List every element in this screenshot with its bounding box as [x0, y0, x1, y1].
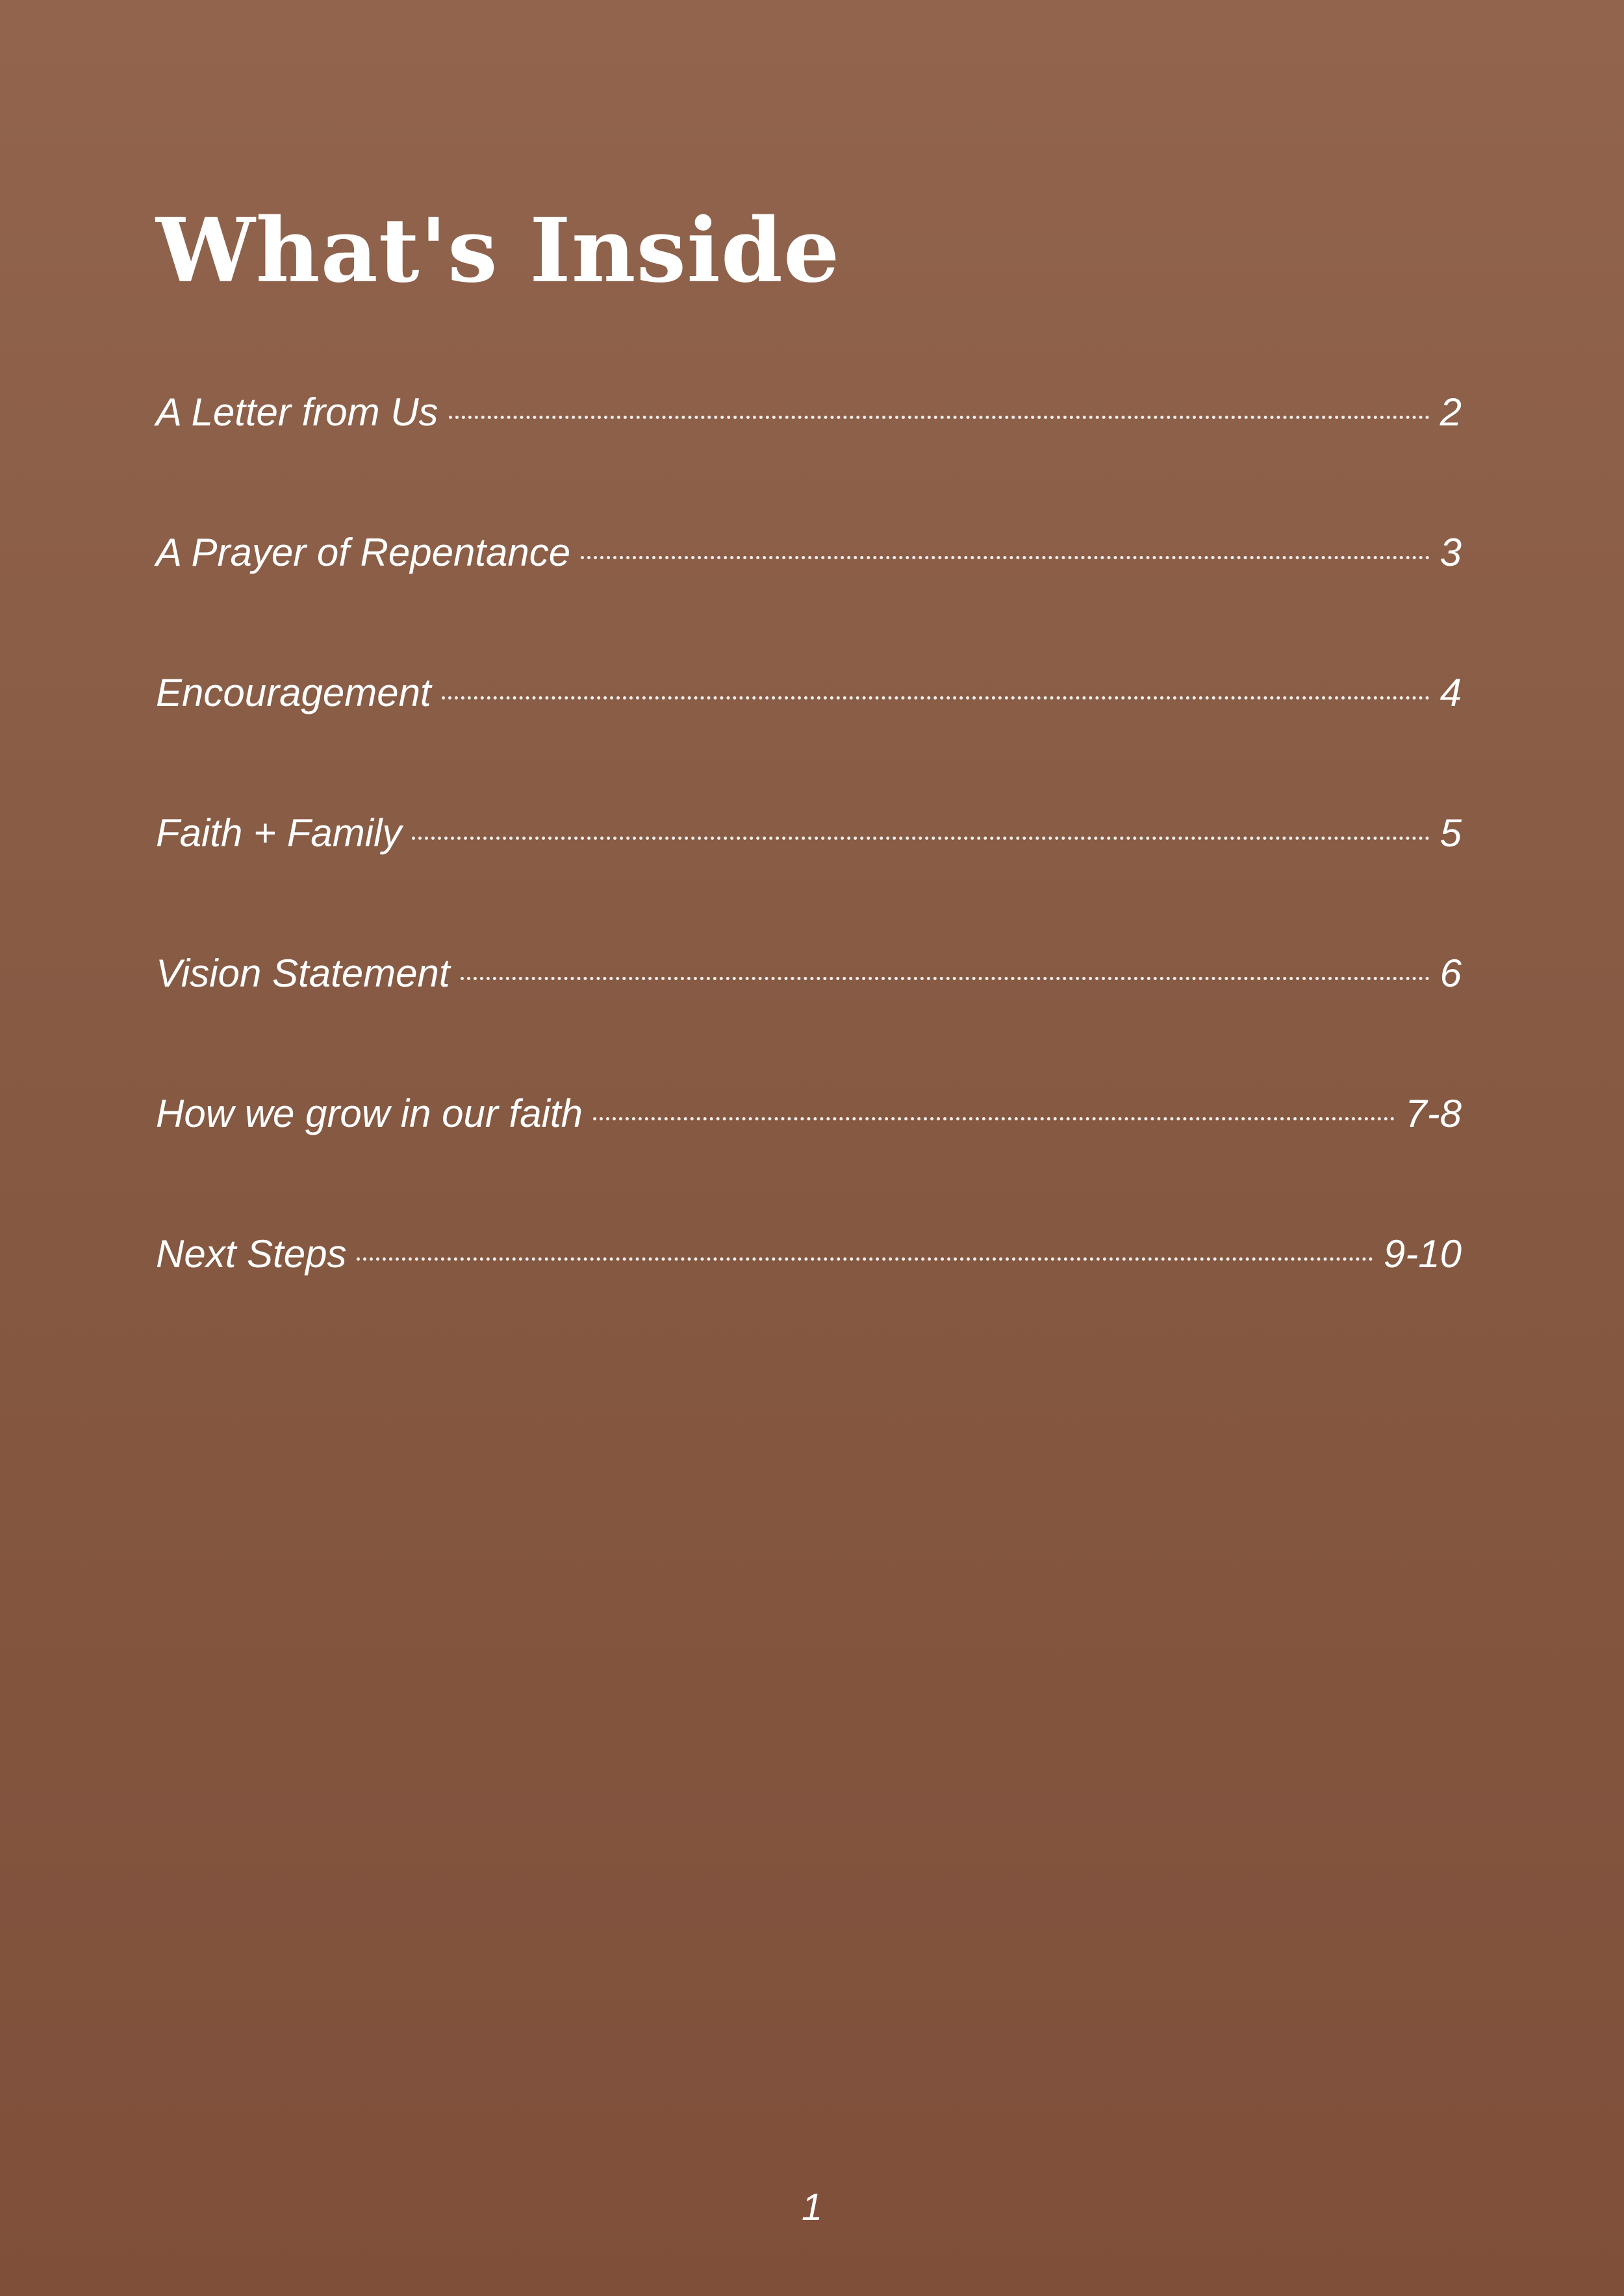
- toc-entry-prayer: [156, 524, 1462, 664]
- toc-entry-label: Encouragement: [156, 671, 431, 714]
- toc-entry-page: 6: [1440, 952, 1462, 995]
- toc-dot-leader: [442, 696, 1430, 700]
- toc-entry-label: A Prayer of Repentance: [156, 531, 571, 574]
- toc-dot-leader: [449, 416, 1430, 419]
- toc-entry-next-steps: [156, 1225, 1462, 1365]
- toc-entry-grow: [156, 1085, 1462, 1225]
- table-of-contents: [156, 383, 1462, 1365]
- toc-entry-page: 9-10: [1383, 1232, 1462, 1276]
- toc-entry-vision: [156, 944, 1462, 1085]
- page-title: What's Inside: [156, 199, 841, 303]
- toc-dot-leader: [461, 977, 1430, 980]
- toc-dot-leader: [593, 1117, 1395, 1120]
- toc-entry-page: 2: [1440, 390, 1462, 434]
- toc-entry-label: Next Steps: [156, 1232, 347, 1276]
- toc-entry-label: A Letter from Us: [156, 390, 438, 434]
- toc-dot-leader: [357, 1257, 1373, 1261]
- toc-entry-label: How we grow in our faith: [156, 1092, 583, 1135]
- toc-entry-letter: [156, 383, 1462, 524]
- toc-entry-label: Faith + Family: [156, 811, 402, 855]
- toc-entry-page: 3: [1440, 531, 1462, 574]
- page-number: 1: [801, 2186, 823, 2228]
- toc-entry-page: 7-8: [1405, 1092, 1462, 1135]
- toc-entry-page: 4: [1440, 671, 1462, 714]
- toc-entry-page: 5: [1440, 811, 1462, 855]
- toc-entry-encouragement: [156, 664, 1462, 804]
- toc-entry-label: Vision Statement: [156, 952, 450, 995]
- toc-entry-faith-family: [156, 804, 1462, 944]
- toc-dot-leader: [581, 556, 1429, 559]
- toc-dot-leader: [412, 837, 1429, 840]
